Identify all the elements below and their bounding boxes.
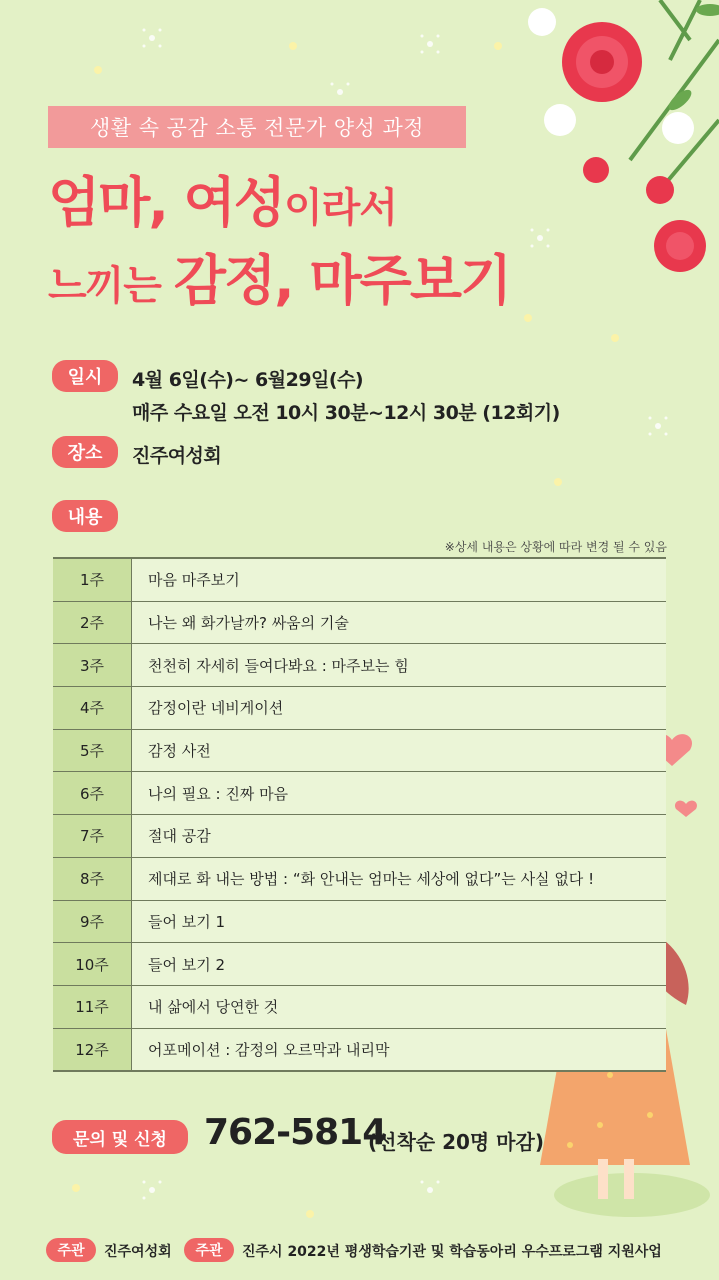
session-week: 5주 <box>53 729 132 772</box>
title-emphasis-2: 감정, 마주보기 <box>173 249 511 312</box>
organizer-label: 주관 <box>46 1238 96 1262</box>
schedule-time: 매주 수요일 오전 10시 30분~12시 30분 (12회기) <box>132 402 560 424</box>
session-topic: 감정 사전 <box>132 729 667 772</box>
title-line-2 <box>48 238 510 315</box>
session-week: 9주 <box>53 900 132 943</box>
table-row <box>53 772 666 815</box>
session-topic: 나는 왜 화가날까? 싸움의 기술 <box>132 601 667 644</box>
table-row <box>53 1028 666 1071</box>
session-topic: 내 삶에서 당연한 것 <box>132 985 667 1028</box>
session-week: 7주 <box>53 815 132 858</box>
session-week: 1주 <box>53 558 132 601</box>
content-label: 내용 <box>52 500 118 532</box>
session-topic: 제대로 화 내는 방법 : “화 안내는 엄마는 세상에 없다”는 사실 없다 ! <box>132 857 667 900</box>
session-week: 10주 <box>53 943 132 986</box>
curriculum-table <box>53 557 666 1072</box>
contact-label: 문의 및 신청 <box>52 1120 188 1154</box>
title-prefix-2: 느끼는 <box>48 263 174 309</box>
title-suffix-1: 이라서 <box>283 185 397 231</box>
session-topic: 마음 마주보기 <box>132 558 667 601</box>
session-week: 3주 <box>53 644 132 687</box>
session-week: 2주 <box>53 601 132 644</box>
table-row <box>53 729 666 772</box>
schedule-label: 일시 <box>52 360 118 392</box>
session-week: 11주 <box>53 985 132 1028</box>
sponsor-name: 진주시 2022년 평생학습기관 및 학습동아리 우수프로그램 지원사업 <box>242 1244 662 1260</box>
session-topic: 어포메이션 : 감정의 오르막과 내리막 <box>132 1028 667 1071</box>
table-row <box>53 943 666 986</box>
session-topic: 들어 보기 1 <box>132 900 667 943</box>
session-topic: 절대 공감 <box>132 815 667 858</box>
table-row <box>53 687 666 730</box>
table-row <box>53 815 666 858</box>
table-row <box>53 900 666 943</box>
session-topic: 감정이란 네비게이션 <box>132 687 667 730</box>
carnation-illustration <box>520 0 719 300</box>
session-week: 6주 <box>53 772 132 815</box>
session-topic: 들어 보기 2 <box>132 943 667 986</box>
course-subtitle: 생활 속 공감 소통 전문가 양성 과정 <box>48 106 466 148</box>
contact-phone: 762-5814 <box>204 1112 387 1153</box>
table-row <box>53 644 666 687</box>
organizer-name: 진주여성회 <box>104 1244 172 1260</box>
content-note: ※상세 내용은 상황에 따라 변경 될 수 있음 <box>444 540 667 554</box>
session-topic: 나의 필요 : 진짜 마음 <box>132 772 667 815</box>
schedule-dates: 4월 6일(수)~ 6월29일(수) <box>132 369 364 391</box>
venue-value: 진주여성회 <box>132 445 222 467</box>
session-week: 4주 <box>53 687 132 730</box>
table-row <box>53 857 666 900</box>
table-row <box>53 985 666 1028</box>
title-emphasis-1: 엄마, 여성 <box>48 171 284 234</box>
contact-deadline: (선착순 20명 마감) <box>368 1130 544 1154</box>
session-topic: 천천히 자세히 들여다봐요 : 마주보는 힘 <box>132 644 667 687</box>
session-week: 12주 <box>53 1028 132 1071</box>
title-line-1 <box>48 160 397 237</box>
sponsor-label: 주관 <box>184 1238 234 1262</box>
venue-label: 장소 <box>52 436 118 468</box>
table-row <box>53 601 666 644</box>
table-row <box>53 558 666 601</box>
session-week: 8주 <box>53 857 132 900</box>
